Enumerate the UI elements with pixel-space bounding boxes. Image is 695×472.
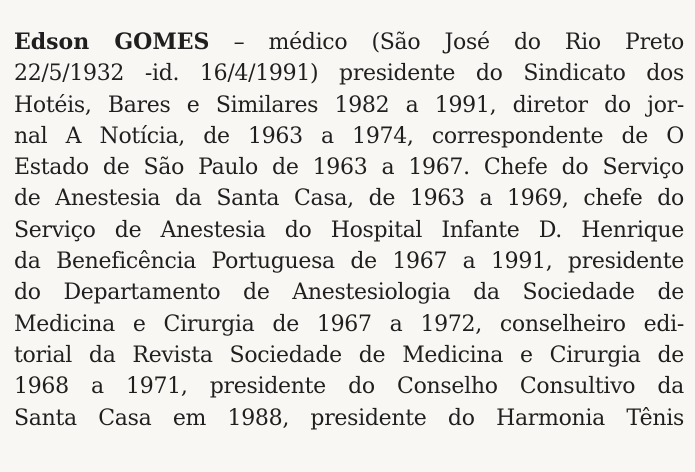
biography-entry: [14, 27, 684, 434]
entry-line-1: [14, 27, 684, 58]
entry-name: Edson GOMES: [14, 29, 210, 55]
entry-line-10: Medicina e Cirurgia de 1967 a 1972, conselheiro edi-: [14, 311, 684, 337]
entry-line-4: nal A Notícia, de 1963 a 1974, correspondente de O: [14, 123, 684, 149]
entry-line-1-text: – médico (São José do Rio Preto: [209, 30, 684, 55]
entry-line-11: torial da Revista Sociedade de Medicina e Cirurgia de: [14, 342, 684, 368]
entry-line-7: Serviço de Anestesia do Hospital Infante D. Henrique: [14, 217, 684, 243]
entry-line-3: Hotéis, Bares e Similares 1982 a 1991, diretor do jor-: [14, 92, 684, 118]
entry-line-5: Estado de São Paulo de 1963 a 1967. Chefe do Serviço: [14, 155, 684, 181]
entry-line-2: 22/5/1932 -id. 16/4/1991) presidente do Sindicato dos: [14, 61, 684, 87]
entry-line-13: Santa Casa em 1988, presidente do Harmonia Tênis: [14, 405, 684, 431]
entry-line-8: da Beneficência Portuguesa de 1967 a 1991, presidente: [14, 249, 684, 275]
entry-line-12: 1968 a 1971, presidente do Conselho Consultivo da: [14, 374, 684, 400]
entry-line-9: do Departamento de Anestesiologia da Sociedade de: [14, 280, 684, 306]
entry-line-6: de Anestesia da Santa Casa, de 1963 a 1969, chefe do: [14, 186, 684, 212]
